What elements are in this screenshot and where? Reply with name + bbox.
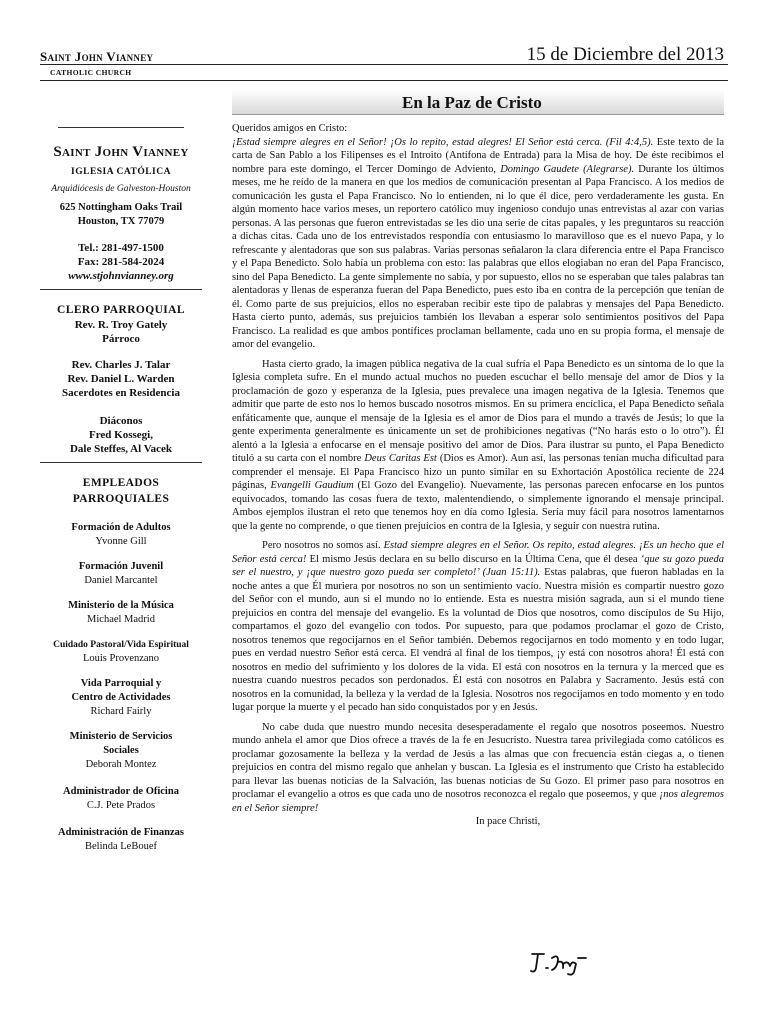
paragraph-3 (232, 539, 724, 715)
staff-name: Michael Madrid (87, 614, 155, 625)
staff-name: Yvonne Gill (95, 536, 147, 547)
paragraph-text: El mismo Jesús declara en su bello discurso en la Última Cena, que él desea (306, 553, 641, 565)
staff-name: Daniel Marcantel (84, 575, 158, 586)
article-title: En la Paz de Cristo (402, 93, 542, 112)
masthead-rule-bottom (40, 80, 728, 81)
paragraph-text: Durante los últimos meses, me he reído de la manera en que los medios de comunicación presentan al Papa Francisco. A los medios de comunicación les gusta el Papa Francisco. No lo entienden, ni lo que él dice, pero verdaderamente les gusta. En algún momento hace varios meses, un reportero católico muy ingenioso condujo unas entrevistas al azar con varias personas. A las personas que fueron entrevistadas se les dio una serie de citas papales, y les preguntaros su reacción a dichas citas. Cada uno de los entrevistados respondía con entusiasmo lo maravilloso que es el nuevo Papa, y lo refrescante y alentadoras que son sus palabras. Varias personas señalaron la clara diferencia entre el Papa Francisco y el Papa Benedicto. Solo había un problema con esto: las palabras que ellos elogiaban no eran del Papa Francisco, sino del Papa Benedicto. La gente simplemente no sabía, y por supuesto, ellos no se esperaban que tales palabras tan alentadoras y llenas de esperanza fueran del Papa Benedicto, pues esto iba en contra de la percepción que tenían de él. Como parte de sus prejuicios, ellos no esperaban recibir este tipo de palabras y mensajes del Papa Benedicto. Hasta cierto punto, además, sus prejuicios también los llevaban a esperar solo sentimientos positivos del Papa Francisco. La realidad es que ambos pontífices proclaman bellamente, cada uno en su propia forma, el mensaje de amor del evangelio. (232, 163, 725, 350)
masthead-rule-top (40, 64, 728, 65)
italic-text: Deus Caritas Est (364, 453, 437, 464)
sidebar-divider (40, 462, 202, 463)
letter-greeting: Queridos amigos en Cristo: (232, 123, 348, 134)
letter-closing: In pace Christi, (475, 816, 541, 827)
staff-role: Ministerio de Servicios (69, 731, 173, 742)
italic-text: ‘que su gozo pueda ser el nuestro, y ¡que nuestro gozo pueda ser completo!’ (Juan 15:11). (232, 553, 724, 578)
staff-name: C.J. Pete Prados (86, 800, 156, 811)
staff-name: Louis Provenzano (82, 653, 160, 664)
deacons-heading: Diáconos (99, 415, 143, 427)
staff-name: Deborah Montez (85, 759, 157, 770)
masthead-church-name: Saint John Vianney (40, 49, 154, 64)
staff-role: Vida Parroquial y (80, 678, 162, 689)
staff-entry (40, 638, 202, 665)
paragraph-text: Estas palabras, que fueron habladas en la noche antes a que Él muriera por nosotros no son un sentimiento vacío. Nuestra misión es compartir nuestro gozo del Señor con el mundo, aun si el mundo no lo entiende. Esta es nuestra misión sagrada, aun si el mundo tiene prejuicios en contra del mensaje del evangelio. Es la voluntad de Dios que nosotros, como discípulos de Su Hijo, compartamos el gozo del evangelio con todos. Por supuesto, para que podamos proclamar el gozo de Cristo, nosotros tenemos que regocijarnos en el Señor también. Debemos regocijarnos en todo momento y en todo lugar, pues en verdad nuestro Señor está cerca. El vendrá al final de los tiempos, ¡y está con nosotros ahora! Él está con nosotros en medio del sufrimiento y los dolores de la vida. El está con nosotros en la ternura y la merced que es nuestra cuando nuestros pecados son perdonados. Él está con nosotros en Palabra y Sacramento. Jesús está con nosotros en la comunidad, la belleza y la verdad de la Iglesia. Nosotros nos regocijamos en todo momento y en todo lugar porque la muerte y el pecado han sido conquistados por y en Jesús. (232, 567, 724, 713)
resident-priest-2: Rev. Daniel L. Warden (67, 373, 175, 385)
staff-role-line-2: Centro de Actividades (71, 692, 171, 703)
staff-heading-1: EMPLEADOS (82, 477, 160, 489)
pastor-name: Rev. R. Troy Gately (74, 319, 168, 331)
staff-entry (40, 826, 202, 853)
italic-text: Domingo Gaudete (Alegrarse). (500, 163, 635, 175)
paragraph-text: (El Gozo del Evangelio). Nuevamente, las personas parecen enfocarse en los puntos equivocados, tomando las cosas fuera de texto, malentendiendo, o simplemente ignorando el mensaje principal. Ambos ejemplos ilustran el reto que tenemos hoy en día como Iglesia. Sería muy fácil para nosotros lamentarnos que la gente no comprende, o que tienen prejuicios en contra de la Iglesia, y seguir con nuestra rutina. (232, 480, 725, 532)
paragraph-text: Hasta cierto grado, la imagen pública negativa de la cual sufría el Papa Benedicto es un síntoma de lo que la Iglesia completa sufre. En el mundo actual muchos no pueden escuchar el bello mensaje del amor de Dios y la proclamación de gozo y esperanza de la Iglesia, pues prevalece una imagen negativa de la Iglesia. Tenemos que admitir que parte de esto nos lo hemos buscado nosotros mismos. En su primera encíclica, el Papa Benedicto señala enfáticamente que, aunque el mensaje de la Iglesia es el amor de Dios para el mundo a través de Jesús; lo que la gente experimenta generalmente es únicamente un set de prohibiciones negativas (“No harás esto o lo otro”). Él alentó a la Iglesia a enfocarse en el mensaje positivo del amor de Dios. Para ilustrar su punto, el Papa Benedicto tituló a su carta con el nombre (232, 358, 724, 464)
masthead-left (40, 49, 153, 77)
letter-body (232, 122, 724, 829)
staff-entry (40, 599, 202, 626)
italic-text: Estad siempre alegres en el Señor. Os repito, estad alegres. ¡Es un hecho que el Señor está cerca! (232, 540, 724, 565)
paragraph-4 (232, 721, 724, 816)
staff-entry (40, 785, 202, 812)
italic-text: ¡nos alegremos en el Señor siempre! (232, 789, 725, 814)
staff-role: Formación de Adultos (71, 522, 171, 533)
staff-entry (40, 560, 202, 587)
signature-image (528, 950, 598, 976)
paragraph-text: Pero nosotros no somos así. (262, 540, 384, 551)
paragraph-text: Este texto de la carta de San Pablo a los Filipenses es el Introito (Antífona de Entrada) para la Misa de hoy. De éste recibimos el nombre para este domingo, el Tercer Domingo de Adviento, (232, 136, 725, 175)
phone-number: Tel.: 281-497-1500 (78, 242, 164, 254)
paragraph-1 (232, 136, 724, 352)
staff-role: Administración de Finanzas (57, 827, 184, 838)
italic-text: Evangelli Gaudium (270, 480, 354, 491)
deacon-1: Fred Kossegi, (89, 429, 153, 441)
resident-priests-role: Sacerdotes en Residencia (62, 387, 180, 399)
address-line-1: 625 Nottingham Oaks Trail (59, 202, 183, 213)
fax-number: Fax: 281-584-2024 (77, 256, 165, 268)
staff-entry (40, 521, 202, 548)
clergy-heading: CLERO PARROQUIAL (57, 304, 185, 316)
scripture-quote: ¡Estad siempre alegres en el Señor! ¡Os lo repito, estad alegres! El Señor está cerca. (Fil 4:4,5). (232, 136, 654, 148)
deacon-2: Dale Steffes, Al Vacek (69, 443, 173, 455)
staff-role-line-2: Sociales (103, 745, 139, 756)
staff-heading-2: PARROQUIALES (72, 493, 170, 505)
website-link[interactable]: www.stjohnvianney.org (68, 270, 174, 282)
staff-role: Cuidado Pastoral/Vida Espiritual (53, 640, 189, 650)
paragraph-text: No cabe duda que nuestro mundo necesita desesperadamente el regalo que nosotros poseemos. Nuestro mundo anhela el amor que Dios ofrece a través de la fe en Jesucristo. Nuestra tarea privilegiada como católicos es proclamar gozosamente la belleza y la verdad de Jesús a las almas que con frecuencia están ciegas a, o tienen prejuicios en contra del mismo regalo que anhelan y buscan. La Iglesia es el instrumento que Cristo ha establecido para llevar las buenas noticias de la Salvación, las buenas noticias de Su Gozo. El primer paso para nosotros en proclamar el evangelio a otros es que cada uno de nosotros reconozca el regalo que poseemos, y que (232, 721, 724, 800)
sidebar-divider (40, 289, 202, 290)
staff-entry (40, 730, 202, 771)
masthead-subtitle: CATHOLIC CHURCH (50, 68, 132, 77)
sidebar-church-name: Saint John Vianney (53, 144, 189, 160)
staff-role: Formación Juvenil (78, 561, 164, 572)
bulletin-date: 15 de Diciembre del 2013 (526, 44, 724, 65)
staff-role: Ministerio de la Música (68, 600, 174, 611)
sidebar-church-type: IGLESIA CATÓLICA (71, 167, 171, 177)
staff-role: Administrador de Oficina (63, 786, 179, 797)
resident-priest-1: Rev. Charles J. Talar (71, 359, 171, 371)
sidebar-contact (40, 241, 202, 283)
staff-name: Belinda LeBouef (84, 841, 158, 852)
paragraph-2 (232, 358, 724, 534)
sidebar-top-rule (58, 127, 184, 128)
staff-name: Richard Fairly (90, 706, 152, 717)
address-line-2: Houston, TX 77079 (77, 216, 165, 227)
sidebar (40, 126, 202, 853)
sidebar-address (40, 201, 202, 229)
staff-entry (40, 677, 202, 718)
sidebar-archdiocese: Arquidiócesis de Galveston-Houston (51, 184, 191, 194)
paragraph-text: (Dios es Amor). Aun así, las personas tenían mucha dificultad para comprender el mensaje. El Papa Francisco hizo un punto similar en su Exhortación Apostólica reciente de 224 páginas, (232, 453, 725, 491)
article-title-bar (232, 90, 724, 115)
pastor-role: Párroco (102, 333, 140, 345)
